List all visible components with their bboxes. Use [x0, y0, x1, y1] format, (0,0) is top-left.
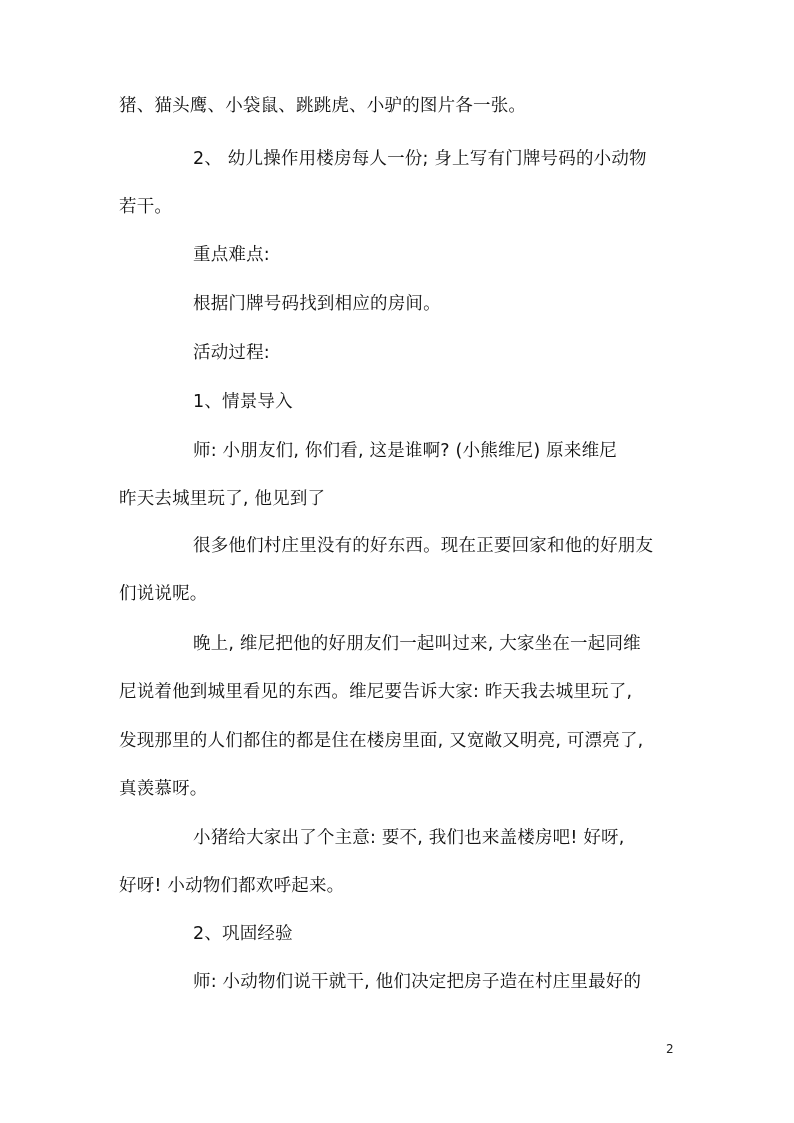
text-line: 师: 小朋友们, 你们看, 这是谁啊? (小熊维尼) 原来维尼 — [193, 441, 617, 461]
text-line: 猪、猫头鹰、小袋鼠、跳跳虎、小驴的图片各一张。 — [119, 96, 527, 116]
text-line: 师: 小动物们说干就干, 他们决定把房子造在村庄里最好的 — [193, 972, 642, 992]
text-line: 若干。 — [119, 197, 173, 217]
text-line: 很多他们村庄里没有的好东西。现在正要回家和他的好朋友 — [193, 536, 654, 556]
section-heading-scene-intro: 1、情景导入 — [193, 392, 293, 412]
text-line: 根据门牌号码找到相应的房间。 — [193, 294, 441, 314]
text-line: 真羡慕呀。 — [119, 779, 208, 799]
section-heading-consolidate: 2、巩固经验 — [193, 924, 293, 944]
section-heading-activity-process: 活动过程: — [193, 343, 270, 363]
text-line: 尼说着他到城里看见的东西。维尼要告诉大家: 昨天我去城里玩了, — [119, 682, 633, 702]
text-line: 好呀! 小动物们都欢呼起来。 — [119, 876, 345, 896]
section-heading-key-points: 重点难点: — [193, 245, 270, 265]
text-line: 发现那里的人们都住的都是住在楼房里面, 又宽敞又明亮, 可漂亮了, — [119, 731, 644, 751]
text-line: 2、 幼儿操作用楼房每人一份; 身上写有门牌号码的小动物 — [193, 149, 647, 169]
text-line: 昨天去城里玩了, 他见到了 — [119, 489, 326, 509]
page-number: 2 — [666, 1042, 674, 1056]
text-line: 小猪给大家出了个主意: 要不, 我们也来盖楼房吧! 好呀, — [193, 828, 625, 848]
text-line: 们说说呢。 — [119, 584, 208, 604]
text-line: 晚上, 维尼把他的好朋友们一起叫过来, 大家坐在一起同维 — [193, 634, 641, 654]
